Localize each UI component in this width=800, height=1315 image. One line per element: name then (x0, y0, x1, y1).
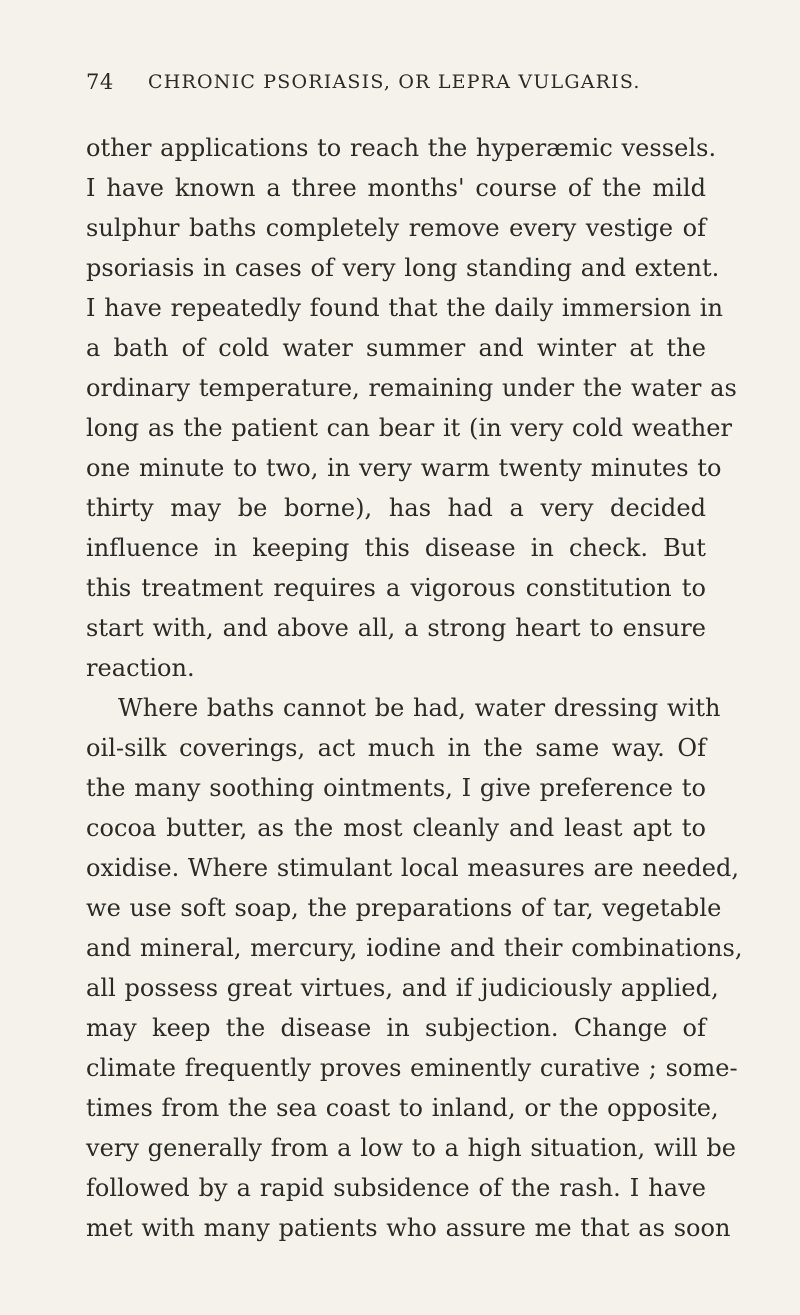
text-line: one minute to two, in very warm twenty minutes to (86, 454, 722, 482)
body-text (86, 128, 743, 1248)
text-line: all possess great virtues, and if judiciously applied, (86, 974, 719, 1002)
text-line: times from the sea coast to inland, or the opposite, (86, 1094, 719, 1122)
text-line: the many soothing ointments, I give preference to (86, 774, 706, 802)
paragraph-start-line: Where baths cannot be had, water dressing with (118, 694, 721, 722)
text-line: start with, and above all, a strong heart to ensure (86, 614, 706, 642)
text-line: influence in keeping this disease in check. But (86, 534, 706, 562)
text-line: cocoa butter, as the most cleanly and least apt to (86, 814, 706, 842)
text-line: I have repeatedly found that the daily immersion in (86, 294, 724, 322)
text-line: I have known a three months' course of the mild (86, 174, 706, 202)
page-number: 74 (86, 70, 114, 94)
text-line: may keep the disease in subjection. Change of (86, 1014, 706, 1042)
text-line: this treatment requires a vigorous constitution to (86, 574, 706, 602)
text-line: ordinary temperature, remaining under the water as (86, 374, 737, 402)
text-line: a bath of cold water summer and winter at the (86, 334, 706, 362)
text-line: sulphur baths completely remove every vestige of (86, 214, 706, 242)
text-line: climate frequently proves eminently curative ; some- (86, 1054, 738, 1082)
text-line: long as the patient can bear it (in very cold weather (86, 414, 733, 442)
running-title: CHRONIC PSORIASIS, OR LEPRA VULGARIS. (148, 71, 641, 93)
text-line: followed by a rapid subsidence of the rash. I have (86, 1174, 706, 1202)
text-line: oxidise. Where stimulant local measures are needed, (86, 854, 740, 882)
text-line: oil-silk coverings, act much in the same way. Of (86, 734, 706, 762)
text-line: very generally from a low to a high situation, will be (86, 1134, 736, 1162)
text-line: we use soft soap, the preparations of tar, vegetable (86, 894, 722, 922)
paragraph-end-line: reaction. (86, 654, 195, 682)
text-line: other applications to reach the hyperæmic vessels. (86, 134, 717, 162)
text-line: met with many patients who assure me that as soon (86, 1214, 731, 1242)
text-line: thirty may be borne), has had a very decided (86, 494, 706, 522)
text-line: psoriasis in cases of very long standing and extent. (86, 254, 720, 282)
page-header (86, 70, 720, 110)
text-line: and mineral, mercury, iodine and their combinations, (86, 934, 743, 962)
